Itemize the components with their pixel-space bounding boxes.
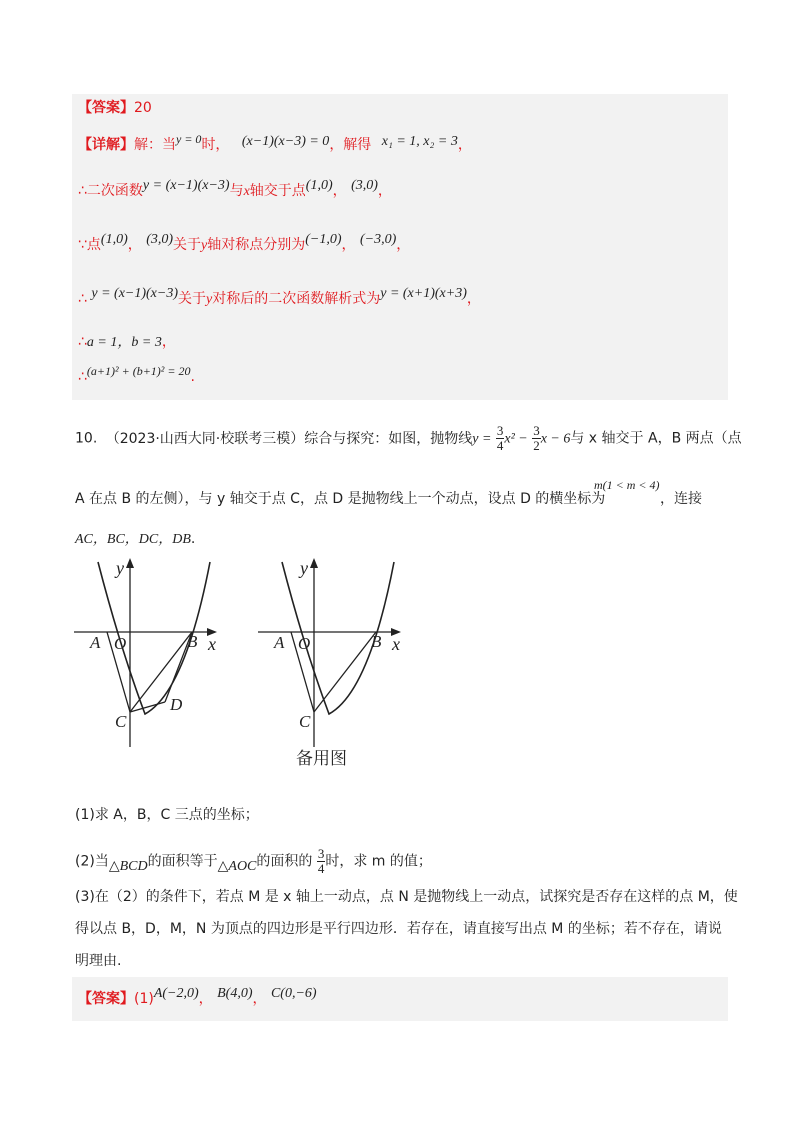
part-2: (2)当△BCD的面积等于△AOC的面积的 $\frac{3}{4}$ 时，求 m 的值； xyxy=(75,846,432,876)
detail-line-2: ∴二次函数y = (x−1)(x−3)与x轴交于点(1,0)， (3,0)， xyxy=(78,178,392,199)
question-line-2-end: ，连接 xyxy=(660,491,702,507)
answer-2-line: 【答案】(1)A(−2,0)， B(4,0)， C(0,−6) xyxy=(78,986,317,1007)
segment-dc xyxy=(130,702,165,712)
label-y: y xyxy=(116,558,124,578)
answer-label: 【答案】 xyxy=(78,100,134,116)
detail-line-3: ∵点(1,0)， (3,0)关于y轴对称点分别为(−1,0)， (−3,0)， xyxy=(78,232,411,253)
label-o: O xyxy=(114,634,127,653)
parabola-figure-1 xyxy=(60,552,230,748)
question-m-range: m(1 < m < 4) xyxy=(594,478,660,492)
label-a: A xyxy=(90,633,101,652)
label-c: C xyxy=(299,712,311,731)
label-y: y xyxy=(300,558,308,578)
question-number: 10. xyxy=(75,430,98,447)
part-1: (1)求 A，B，C 三点的坐标； xyxy=(75,807,259,823)
detail-line-6: ∴(a+1)² + (b+1)² = 20. xyxy=(78,364,195,385)
part-3-line-1: (3)在（2）的条件下，若点 M 是 x 轴上一动点，点 N 是抛物线上一动点，试探究是否存在这样的点 M，使 xyxy=(75,889,738,905)
label-c: C xyxy=(115,712,127,731)
answer-line xyxy=(78,99,152,117)
detail-label: 【详解】 xyxy=(78,137,134,153)
label-b: B xyxy=(371,632,382,651)
part-3-line-2: 得以点 B，D，M，N 为顶点的四边形是平行四边形．若存在，请直接写出点 M 的坐标；若不存在，请说 xyxy=(75,921,722,937)
label-o: O xyxy=(298,634,311,653)
question-line-2: A 在点 B 的左侧），与 y 轴交于点 C，点 D 是抛物线上一个动点，设点 D 的横坐标为 xyxy=(75,491,606,507)
fraction: $\frac{3}{4}$ xyxy=(496,423,504,453)
fraction: $\frac{3}{4}$ xyxy=(317,846,325,876)
answer-value: 20 xyxy=(134,100,152,116)
detail-line-4: ∴ y = (x−1)(x−3)关于y对称后的二次函数解析式为y = (x+1)(x+3)， xyxy=(78,286,481,307)
part-3-line-3: 明理由. xyxy=(75,953,122,969)
fraction: $\frac{3}{2}$ xyxy=(533,423,540,453)
label-x: x xyxy=(392,634,400,654)
label-a: A xyxy=(274,633,285,652)
detail-line-5: ∴a = 1，b = 3， xyxy=(78,334,176,350)
question-line-3: AC，BC，DC，DB. xyxy=(75,531,196,547)
figure-caption: 备用图 xyxy=(296,749,347,769)
label-d: D xyxy=(170,695,183,714)
label-b: B xyxy=(187,632,198,651)
y-axis-arrow xyxy=(310,558,318,568)
label-x: x xyxy=(208,634,216,654)
y-axis-arrow xyxy=(126,558,134,568)
question-line-1: 10. （2023·山西大同·校联考三模）综合与探究：如图，抛物线y = $\frac{3}{4}$ x² − $\frac{3}{2}$ x − 6与 x 轴交于 A，B 两点（点 xyxy=(75,423,742,453)
parabola-figure-2 xyxy=(244,552,414,748)
detail-line-1: 【详解】解：当y = 0时， (x−1)(x−3) = 0，解得 x₁ = 1, x₂ = 3， xyxy=(78,132,472,153)
